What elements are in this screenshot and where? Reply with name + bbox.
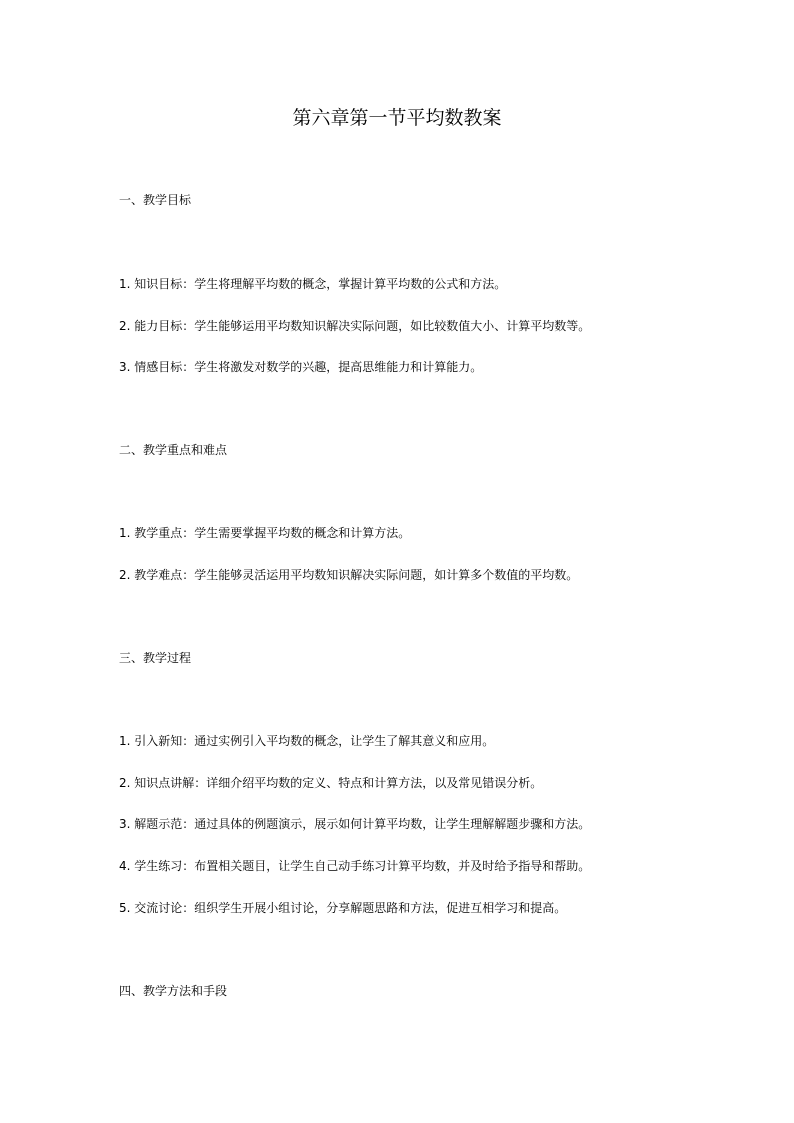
list-item: 4. 学生练习：布置相关题目，让学生自己动手练习计算平均数，并及时给予指导和帮助。 <box>119 859 591 873</box>
list-item: 1. 教学重点：学生需要掌握平均数的概念和计算方法。 <box>119 526 411 540</box>
list-item: 2. 教学难点：学生能够灵活运用平均数知识解决实际问题，如计算多个数值的平均数。 <box>119 568 579 582</box>
section-heading-key-points: 二、教学重点和难点 <box>119 443 228 457</box>
document-title: 第六章第一节平均数教案 <box>292 107 502 129</box>
list-item: 5. 交流讨论：组织学生开展小组讨论，分享解题思路和方法，促进互相学习和提高。 <box>119 901 567 915</box>
section-heading-objectives: 一、教学目标 <box>119 193 192 207</box>
list-item: 3. 情感目标：学生将激发对数学的兴趣，提高思维能力和计算能力。 <box>119 360 483 374</box>
list-item: 1. 知识目标：学生将理解平均数的概念，掌握计算平均数的公式和方法。 <box>119 277 507 291</box>
list-item: 3. 解题示范：通过具体的例题演示，展示如何计算平均数，让学生理解解题步骤和方法。 <box>119 817 591 831</box>
section-heading-methods: 四、教学方法和手段 <box>119 984 228 998</box>
list-item: 2. 能力目标：学生能够运用平均数知识解决实际问题，如比较数值大小、计算平均数等。 <box>119 319 591 333</box>
section-heading-process: 三、教学过程 <box>119 651 192 665</box>
list-item: 1. 引入新知：通过实例引入平均数的概念，让学生了解其意义和应用。 <box>119 734 495 748</box>
list-item: 2. 知识点讲解：详细介绍平均数的定义、特点和计算方法，以及常见错误分析。 <box>119 776 543 790</box>
